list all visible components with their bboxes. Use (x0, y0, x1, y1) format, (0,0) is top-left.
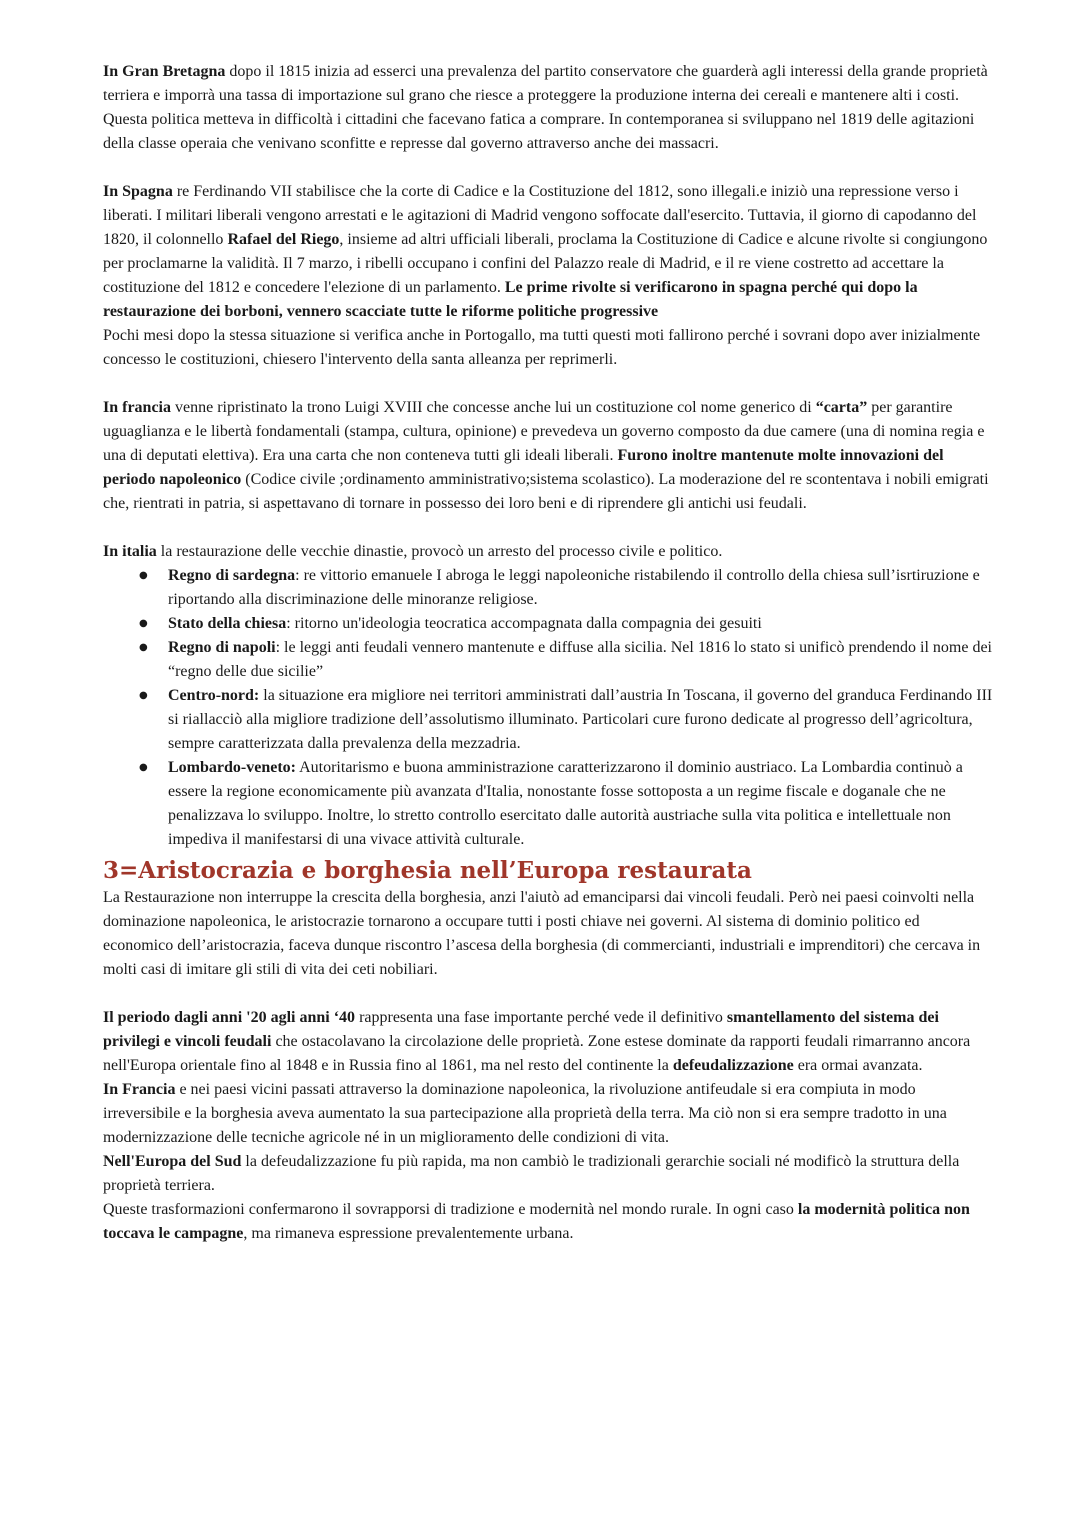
paragraph-francia (103, 396, 993, 516)
paragraph-restaurazione: La Restaurazione non interruppe la crescita della borghesia, anzi l'aiutò ad emanciparsi dai vincoli feudali. Però nei paesi coinvolti nella dominazione napoleonica, le aristocrazie tornarono a occupare tutti i posti chiave nei governi. Al sistema di dominio politico ed economico dell’aristocrazia, faceva dunque riscontro l’ascesa della borghesia (di commercianti, industriali e imprenditori) che cercava in molti casi di imitare gli stili di vita dei ceti nobiliari. (103, 889, 981, 978)
paragraph-trasformazioni (103, 1198, 993, 1246)
bold-periodo: Il periodo dagli anni '20 agli anni ‘40 (103, 1009, 356, 1026)
list-item-head: Centro-nord: (168, 687, 260, 704)
paragraph-portogallo: Pochi mesi dopo la stessa situazione si verifica anche in Portogallo, ma tutti questi moti fallirono perché i sovrani dopo aver inizialmente concesso le costituzioni, chiesero l'intervento della santa alleanza per reprimerli. (103, 327, 981, 368)
list-item-head: Lombardo-veneto: (168, 759, 296, 776)
list-item (103, 564, 993, 612)
paragraph-gran-bretagna (103, 60, 993, 156)
text-spagna-1: re Ferdinando VII stabilisce che la corte di Cadice e la Costituzione del 1812, sono illegali.e iniziò una repressione verso i liberati. I militari liberali vengono arrestati e le agitazioni di Madrid vengono soffocate dall'esercito. Tuttavia, il giorno di capodanno del 1820, il colonnello (103, 183, 977, 248)
bold-carta: “carta” (815, 399, 868, 416)
lead-europa-sud: Nell'Europa del Sud (103, 1153, 242, 1170)
list-item-head: Regno di napoli (168, 639, 276, 656)
lead-in-francia: In Francia (103, 1081, 176, 1098)
list-item-head: Stato della chiesa (168, 615, 287, 632)
text-francia-1: venne ripristinato la trono Luigi XVIII che concesse anche lui un costituzione col nome generico di (171, 399, 816, 416)
list-item (103, 684, 993, 756)
text-francia-2: per garantire uguaglianza e le libertà fondamentali (stampa, cultura, opinione) e prevedeva un governo composto da due camere (una di nomina regia e una di deputati elettiva). Era una carta che non conteneva tutti gli ideali liberali. (103, 399, 985, 464)
list-item-text: : le leggi anti feudali vennero mantenute e diffuse alla sicilia. Nel 1816 lo stato si unificò prendendo il nome dei “regno delle due sicilie” (168, 639, 992, 680)
text-trasformazioni-1: Queste trasformazioni confermarono il sovrapporsi di tradizione e modernità nel mondo rurale. In ogni caso (103, 1201, 798, 1218)
section-heading: 3=Aristocrazia e borghesia nell’Europa restaurata (103, 857, 752, 884)
text-in-francia: e nei paesi vicini passati attraverso la dominazione napoleonica, la rivoluzione antifeudale si era compiuta in modo irreversibile e la borghesia aveva aumentato la sua partecipazione alla proprietà della terra. Ma ciò non si era sempre tradotto in una modernizzazione delle tecniche agricole né in un miglioramento delle condizioni di vita. (103, 1081, 947, 1146)
italy-bullet-list (103, 564, 993, 852)
list-item (103, 756, 993, 852)
text-italia: la restaurazione delle vecchie dinastie, provocò un arresto del processo civile e politico. (156, 543, 723, 560)
list-item (103, 612, 993, 636)
lead-spagna: In Spagna (103, 183, 173, 200)
paragraph-periodo (103, 1006, 993, 1078)
list-item-text: : re vittorio emanuele I abroga le leggi napoleoniche ristabilendo il controllo della chiesa sull’isrtiruzione e riportando alla discriminazione delle minoranze religiose. (168, 567, 980, 608)
list-item (103, 636, 993, 684)
bold-prime-rivolte: Le prime rivolte si verificarono in spagna perché qui dopo la restaurazione dei borboni, vennero scacciate tutte le riforme politiche progressive (103, 279, 918, 320)
list-item-head: Regno di sardegna (168, 567, 296, 584)
paragraph-francia-2 (103, 1078, 993, 1150)
bold-smantellamento: smantellamento del sistema dei privilegi e vincoli feudali (103, 1009, 939, 1050)
text-periodo-1: rappresenta una fase importante perché vede il definitivo (355, 1009, 727, 1026)
text-trasformazioni-2: , ma rimaneva espressione prevalentemente urbana. (243, 1225, 574, 1242)
bold-modernita: la modernità politica non toccava le campagne (103, 1201, 970, 1242)
lead-francia: In francia (103, 399, 171, 416)
text-periodo-3: era ormai avanzata. (793, 1057, 923, 1074)
list-item-text: la situazione era migliore nei territori amministrati dall’austria In Toscana, il governo del granduca Ferdinando III si riallacciò alla migliore tradizione dell’assolutismo illuminato. Particolari cure furono dedicate al progresso dell’agricoltura, sempre caratterizzata dalla prevalenza della mezzadria. (168, 687, 993, 752)
list-item-text: Autoritarismo e buona amministrazione caratterizzarono il dominio austriaco. La Lombardia continuò a essere la regione economicamente più avanzata d'Italia, nonostante fosse sottoposta a un regime fiscale e doganale che ne penalizzava lo sviluppo. Inoltre, lo stretto controllo esercitato dalle autorità austriache sulla vita politica e intellettuale non impediva il manifestarsi di una vivace attività culturale. (168, 759, 963, 848)
text-francia-3: (Codice civile ;ordinamento amministrativo;sistema scolastico). La moderazione del re scontentava i nobili emigrati che, rientrati in patria, si aspettavano di tornare in possesso dei loro beni e di riprendere gli antichi usi feudali. (103, 471, 989, 512)
document-page (103, 60, 993, 1246)
text-gran-bretagna: dopo il 1815 inizia ad esserci una prevalenza del partito conservatore che guarderà agli interessi della grande proprietà terriera e imporrà una tassa di importazione sul grano che riesce a proteggere la produzione interna dei cereali e mantenere alti i costi. Questa politica metteva in difficoltà i cittadini che facevano fatica a comprare. In contemporanea si sviluppano nel 1819 delle agitazioni della classe operaia che venivano sconfitte e represse dal governo attraverso anche dei massacri. (103, 63, 988, 152)
text-periodo-2: che ostacolavano la circolazione delle proprietà. Zone estese dominate da rapporti feudali rimarranno ancora nell'Europa orientale fino al 1848 e in Russia fino al 1861, ma nel resto del continente la (103, 1033, 971, 1074)
list-item-text: : ritorno un'ideologia teocratica accompagnata dalla compagnia dei gesuiti (286, 615, 762, 632)
bold-innovazioni: Furono inoltre mantenute molte innovazioni del periodo napoleonico (103, 447, 944, 488)
lead-gran-bretagna: In Gran Bretagna (103, 63, 226, 80)
paragraph-spagna (103, 180, 993, 324)
paragraph-europa-sud (103, 1150, 993, 1198)
text-europa-sud: la defeudalizzazione fu più rapida, ma non cambiò le tradizionali gerarchie sociali né modificò la struttura della proprietà terriera. (103, 1153, 960, 1194)
paragraph-italia (103, 540, 993, 564)
bold-riego: Rafael del Riego (227, 231, 340, 248)
lead-italia: In italia (103, 543, 157, 560)
bold-defeudalizzazione: defeudalizzazione (672, 1057, 794, 1074)
text-spagna-2: , insieme ad altri ufficiali liberali, proclama la Costituzione di Cadice e alcune rivolte si congiungono per proclamarne la validità. Il 7 marzo, i ribelli occupano i confini del Palazzo reale di Madrid, e il re viene costretto ad accettare la costituzione del 1812 e concedere l'elezione di un parlamento. (103, 231, 988, 296)
